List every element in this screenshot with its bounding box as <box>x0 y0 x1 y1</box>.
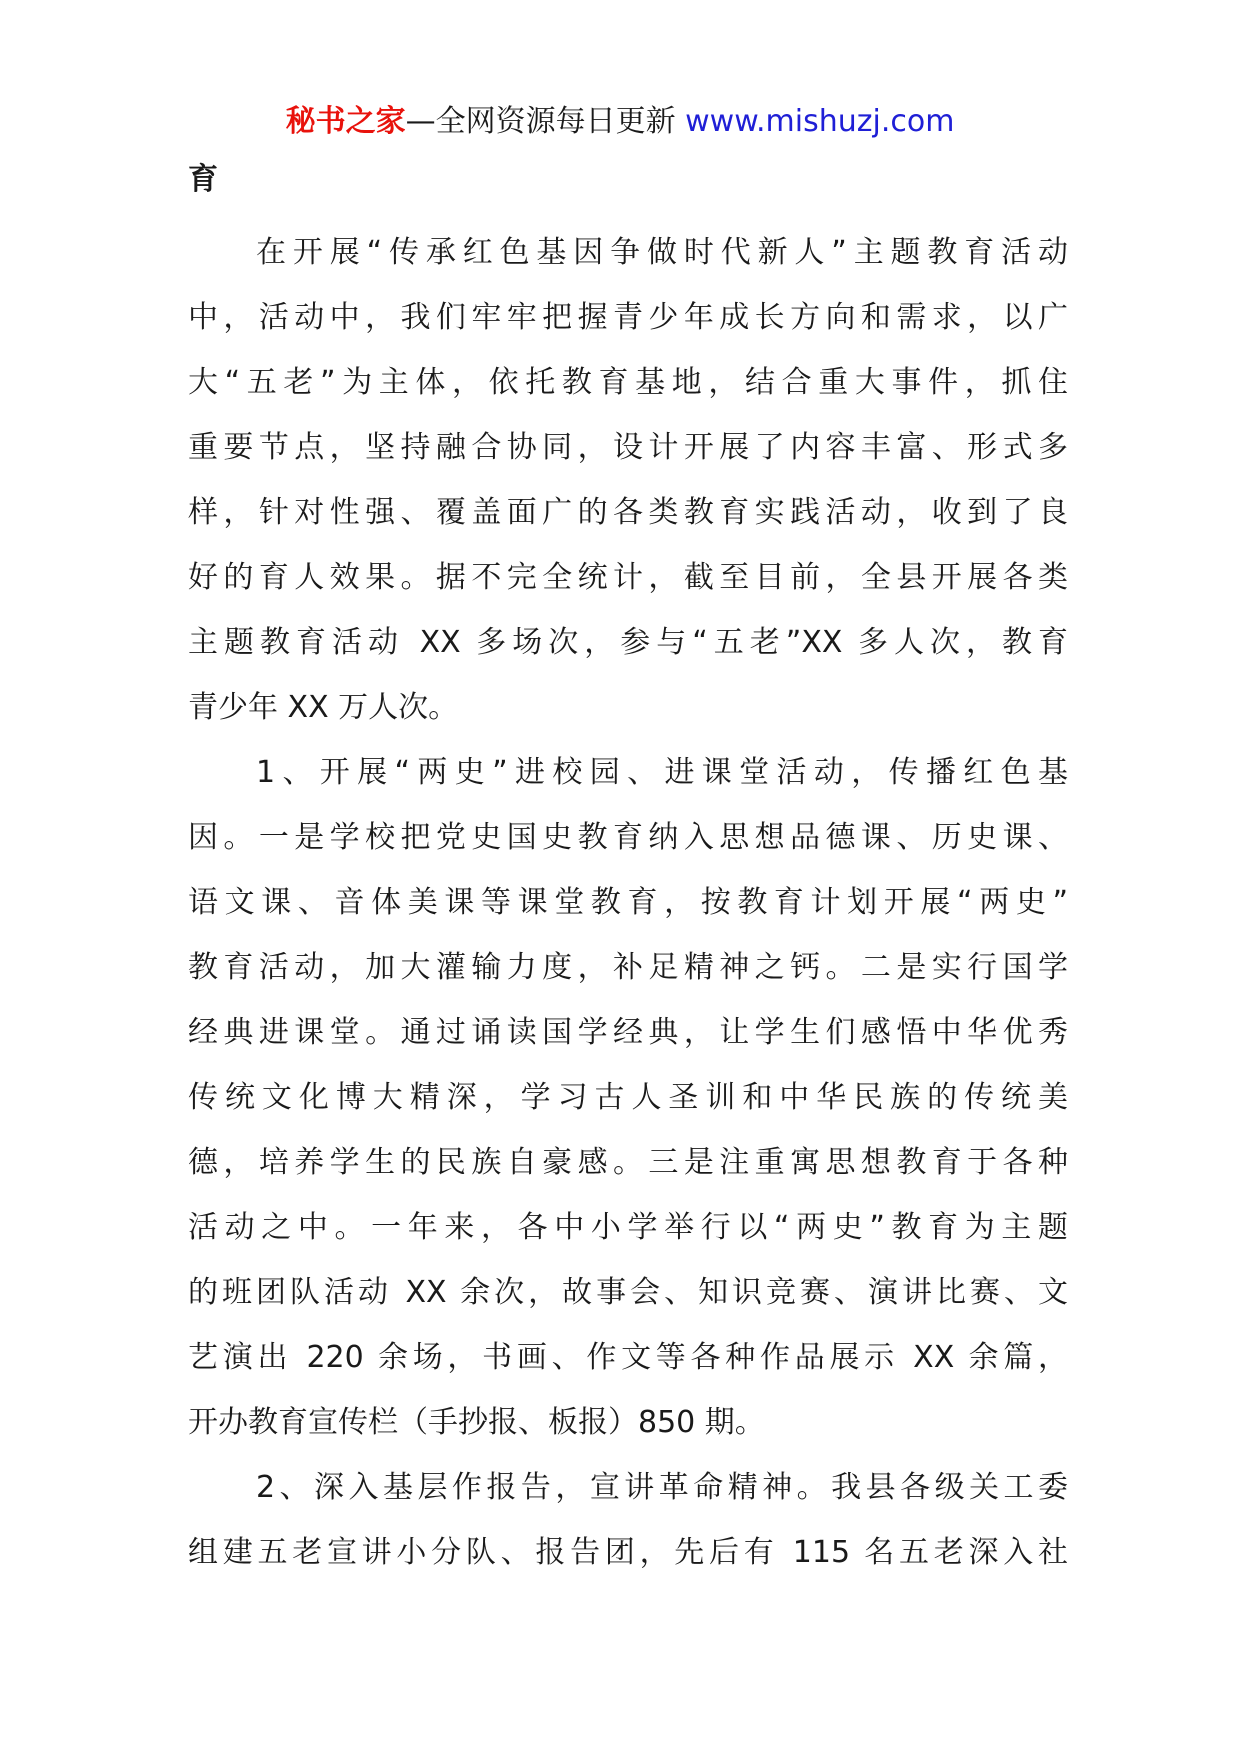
header-tagline: —全网资源每日更新 <box>405 104 676 139</box>
brand-name: 秘书之家 <box>285 104 406 139</box>
text-line: 经典进课堂。通过诵读国学经典，让学生们感悟中华优秀 <box>188 1015 1068 1050</box>
text-line: 青少年 XX 万人次。 <box>188 690 459 725</box>
site-url-link[interactable]: www.mishuzj.com <box>685 104 955 139</box>
paragraph-section-2 <box>188 1455 1068 1585</box>
text-line: 好的育人效果。据不完全统计，截至目前，全县开展各类 <box>188 560 1068 595</box>
text-line: 大“五老”为主体，依托教育基地，结合重大事件，抓住 <box>188 365 1068 400</box>
text-line: 教育活动，加大灌输力度，补足精神之钙。二是实行国学 <box>188 950 1068 985</box>
text-line: 语文课、音体美课等课堂教育，按教育计划开展“两史” <box>188 885 1068 920</box>
paragraph-intro <box>188 220 1068 740</box>
text-line: 样，针对性强、覆盖面广的各类教育实践活动，收到了良 <box>188 495 1068 530</box>
text-line: 艺演出 220 余场，书画、作文等各种作品展示 XX 余篇， <box>188 1340 1068 1375</box>
text-line: 2、深入基层作报告，宣讲革命精神。我县各级关工委 <box>256 1470 1068 1505</box>
text-line: 主题教育活动 XX 多场次，参与“五老”XX 多人次，教育 <box>188 625 1068 660</box>
text-line: 1、开展“两史”进校园、进课堂活动，传播红色基 <box>256 755 1068 790</box>
text-line: 中，活动中，我们牢牢把握青少年成长方向和需求，以广 <box>188 300 1068 335</box>
heading-fragment: 育 <box>188 162 218 197</box>
text-line: 活动之中。一年来，各中小学举行以“两史”教育为主题 <box>188 1210 1068 1245</box>
page-header <box>0 100 1240 144</box>
text-line: 传统文化博大精深，学习古人圣训和中华民族的传统美 <box>188 1080 1068 1115</box>
text-line: 德，培养学生的民族自豪感。三是注重寓思想教育于各种 <box>188 1145 1068 1180</box>
text-line: 开办教育宣传栏（手抄报、板报）850 期。 <box>188 1405 765 1440</box>
text-line: 组建五老宣讲小分队、报告团，先后有 115 名五老深入社 <box>188 1535 1068 1570</box>
text-line: 在开展“传承红色基因争做时代新人”主题教育活动 <box>256 235 1068 270</box>
text-line: 重要节点，坚持融合协同，设计开展了内容丰富、形式多 <box>188 430 1068 465</box>
document-body <box>188 160 1068 1585</box>
paragraph-section-1 <box>188 740 1068 1455</box>
text-line: 的班团队活动 XX 余次，故事会、知识竞赛、演讲比赛、文 <box>188 1275 1068 1310</box>
text-line: 因。一是学校把党史国史教育纳入思想品德课、历史课、 <box>188 820 1068 855</box>
